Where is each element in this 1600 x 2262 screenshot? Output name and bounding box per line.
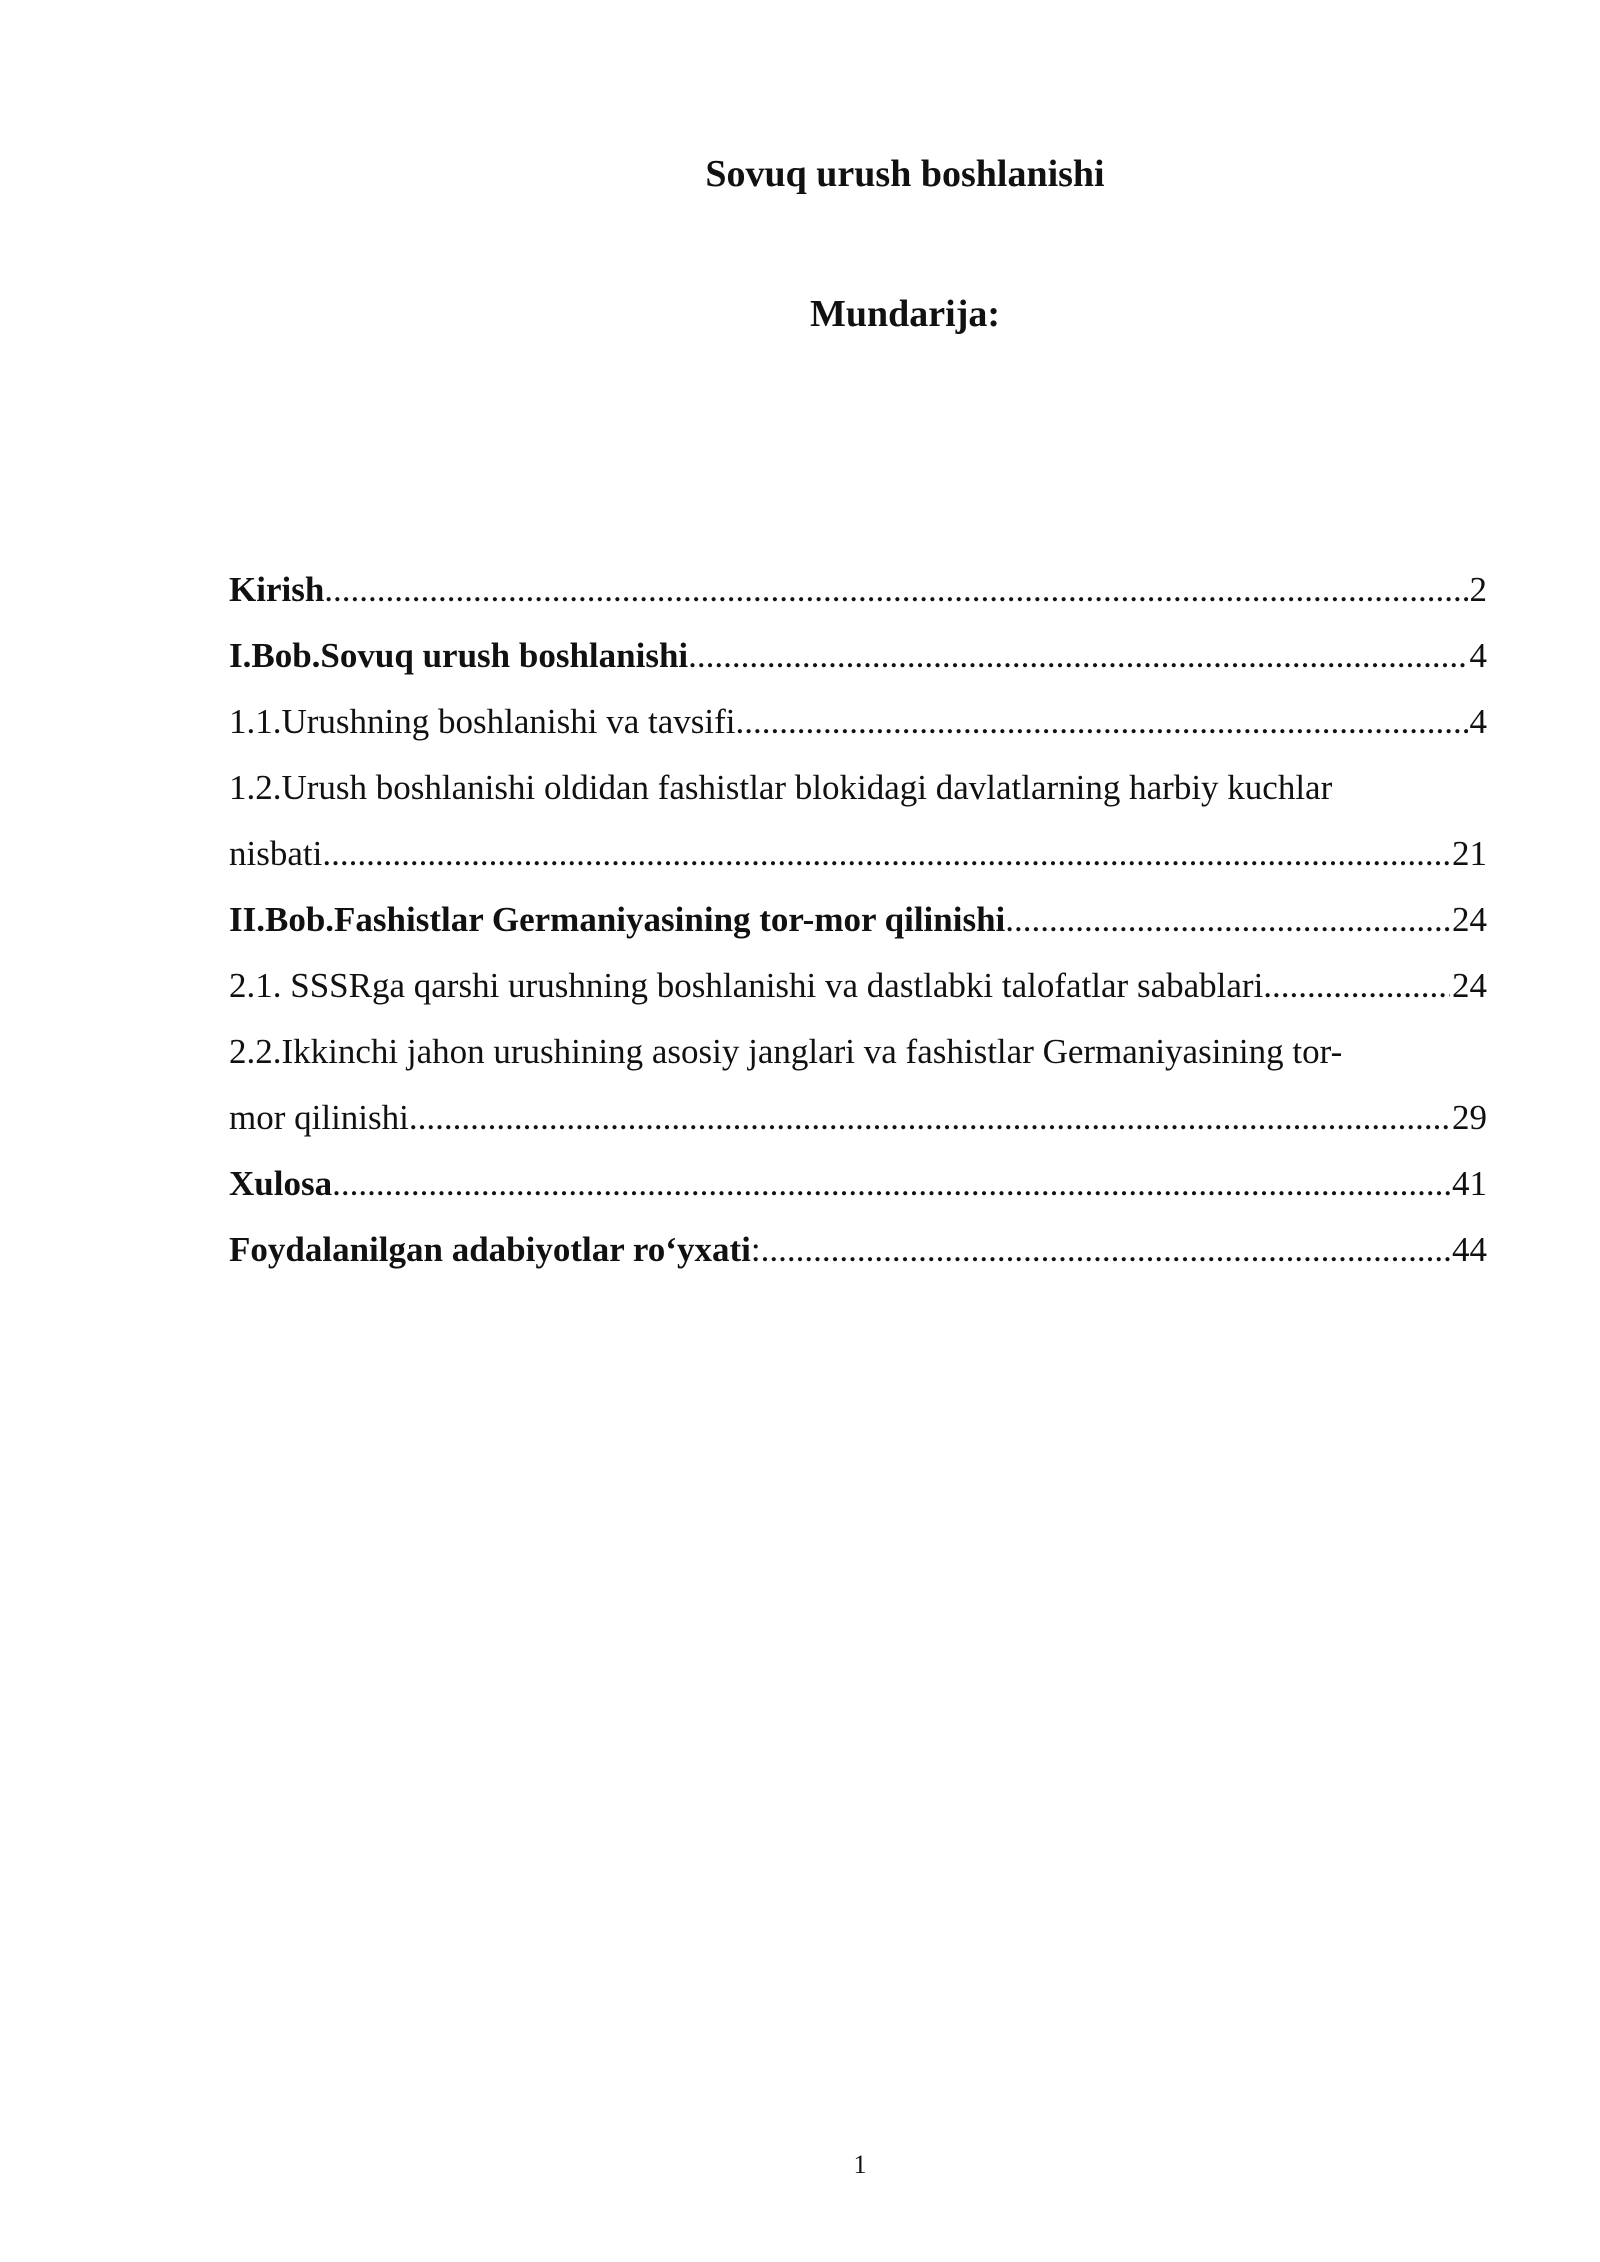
toc-entry-label: II.Bob.Fashistlar Germaniyasining tor-mor qilinishi [229, 900, 1006, 939]
toc-entry-label: 2.1. SSSRga qarshi urushning boshlanishi va dastlabki talofatlar sabablari [229, 966, 1264, 1005]
dot-leader [322, 821, 1450, 887]
toc-entry-page: 2 [1469, 570, 1487, 609]
toc-entry-label: 1.1.Urushning boshlanishi va tavsifi [229, 702, 736, 741]
toc-entry-page: 41 [1452, 1164, 1487, 1203]
page-number: 1 [853, 2150, 867, 2179]
toc-entry-page: 24 [1452, 966, 1487, 1005]
dot-leader [324, 557, 1467, 623]
toc-entry-label: Foydalanilgan adabiyotlar ro‘yxati [229, 1230, 751, 1269]
dot-leader [1263, 953, 1450, 1019]
toc-entry-section-1-1[interactable] [229, 689, 1487, 755]
toc-entry-page: 29 [1452, 1098, 1487, 1137]
toc-entry-label-line2: nisbati [229, 834, 323, 873]
toc-entry-section-2-1[interactable] [229, 953, 1487, 1019]
toc-entry-label-line1: 2.2.Ikkinchi jahon urushining asosiy janglari va fashistlar Germaniyasining tor- [229, 1032, 1343, 1071]
toc-entry-chapter-1[interactable] [229, 623, 1487, 689]
toc-entry-page: 44 [1452, 1230, 1487, 1269]
dot-leader [332, 1151, 1450, 1217]
toc-entry-page: 4 [1469, 636, 1487, 675]
toc-entry-label-suffix: : [750, 1230, 761, 1269]
toc-entry-label: I.Bob.Sovuq urush boshlanishi [229, 636, 689, 675]
toc-entry-section-1-2[interactable] [229, 755, 1487, 887]
toc-entry-label: Kirish [229, 570, 325, 609]
toc-entry-page: 24 [1452, 900, 1487, 939]
table-of-contents [229, 557, 1487, 1283]
toc-entry-bibliography[interactable] [229, 1217, 1487, 1283]
toc-entry-label: Xulosa [229, 1164, 333, 1203]
toc-entry-chapter-2[interactable] [229, 887, 1487, 953]
toc-entry-label-line1: 1.2.Urush boshlanishi oldidan fashistlar blokidagi davlatlarning harbiy kuchlar [229, 768, 1333, 807]
dot-leader [761, 1217, 1450, 1283]
toc-entry-page: 4 [1469, 702, 1487, 741]
dot-leader [688, 623, 1467, 689]
toc-heading: Mundarija: [810, 293, 1000, 335]
toc-entry-kirish[interactable] [229, 557, 1487, 623]
toc-entry-xulosa[interactable] [229, 1151, 1487, 1217]
dot-leader [1005, 887, 1450, 953]
toc-entry-label-line2: mor qilinishi [229, 1098, 409, 1137]
document-title: Sovuq urush boshlanishi [705, 153, 1105, 195]
dot-leader [409, 1085, 1450, 1151]
dot-leader [736, 689, 1468, 755]
toc-entry-page: 21 [1452, 834, 1487, 873]
toc-entry-section-2-2[interactable] [229, 1019, 1487, 1151]
